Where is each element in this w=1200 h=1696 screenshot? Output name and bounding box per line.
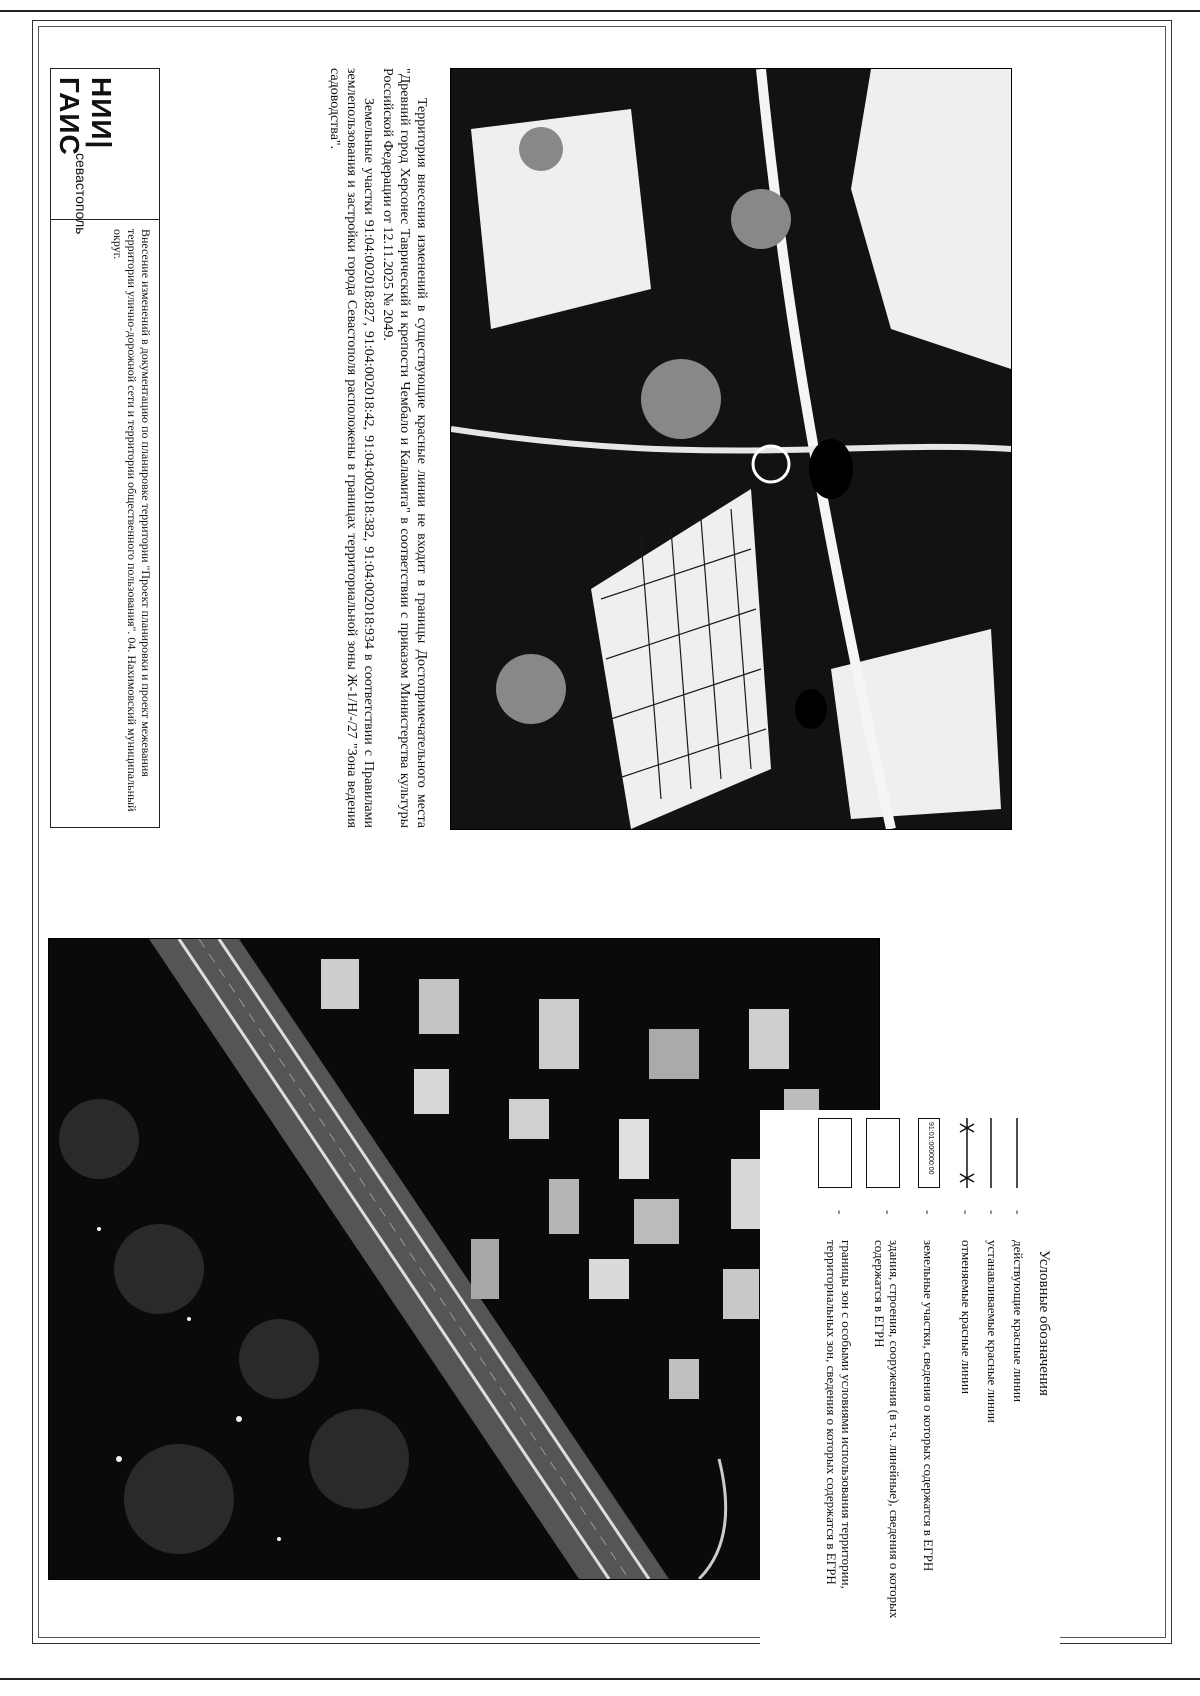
explanatory-note — [324, 68, 430, 828]
land-plot-symbol — [918, 1118, 940, 1188]
legend-dash: - — [1011, 1210, 1026, 1215]
top-rule — [0, 10, 1200, 12]
existing-red-line-symbol — [1012, 1118, 1022, 1188]
legend-item-buildings: здания, строения, сооружения (в т.ч. линейные), сведения о которых содержатся в ЕГРН — [872, 1240, 902, 1619]
legend-item-zones: границы зон с особыми условиями использования территории, территориальных зон, сведения о которых содержатся в ЕГРН — [824, 1240, 854, 1589]
project-description: Внесение изменений в документацию по планировке территории "Проект планировки и проект межевания территории улично-дорожной сети и территории общественного пользования". 04. Нахимовский муниципальный округ. — [111, 229, 153, 812]
zones-boundary-symbol — [818, 1118, 852, 1188]
legend-dash: - — [959, 1210, 974, 1215]
note-paragraph-1: Территория внесения изменений в существующие красные линии не входит в границы Достопримечательного места "Древний город Херсонес Таврический и крепости Чембало и Каламита" в соответствии с приказом Министерства культуры Российской Федерации от 12.11.2025 № 2049. — [380, 68, 429, 828]
legend-item-land-plots: земельные участки, сведения о которых содержатся в ЕГРН — [921, 1240, 936, 1572]
logo-main-text: НИИ|ГАИС — [54, 77, 117, 156]
legend-dash: - — [921, 1210, 936, 1215]
legend-dash: - — [833, 1210, 848, 1215]
legend-item-existing: действующие красные линии — [1011, 1240, 1026, 1403]
legend-item-cancelled: отменяемые красные линии — [959, 1240, 974, 1395]
bottom-rule — [0, 1678, 1200, 1680]
buildings-symbol — [866, 1118, 900, 1188]
note-paragraph-2: Земельные участки 91:04:002018:827, 91:04:002018:42, 91:04:002018:382, 91:04:002018:934 в соответствии с Правилами землепользования и застройки города Севастополя расположены в границах территориальной зоны Ж-1/Н/-/27 "Зона ведения садоводства". — [327, 68, 376, 828]
cancelled-red-line-symbol — [958, 1118, 976, 1188]
legend-dash: - — [881, 1210, 896, 1215]
location-map — [450, 68, 1012, 830]
land-plot-symbol-label: 91:01:000000:00 — [927, 1122, 934, 1175]
legend-title: Условные обозначения — [1036, 1250, 1052, 1396]
logo-sub-text: севастополь — [73, 153, 89, 235]
location-map-graphic — [451, 69, 1011, 829]
new-red-line-symbol — [986, 1118, 996, 1188]
title-block — [50, 68, 160, 828]
institute-logo — [51, 69, 159, 235]
legend-dash: - — [985, 1210, 1000, 1215]
legend-panel — [760, 1110, 1060, 1650]
legend-item-new: устанавливаемые красные линии — [985, 1240, 1000, 1423]
